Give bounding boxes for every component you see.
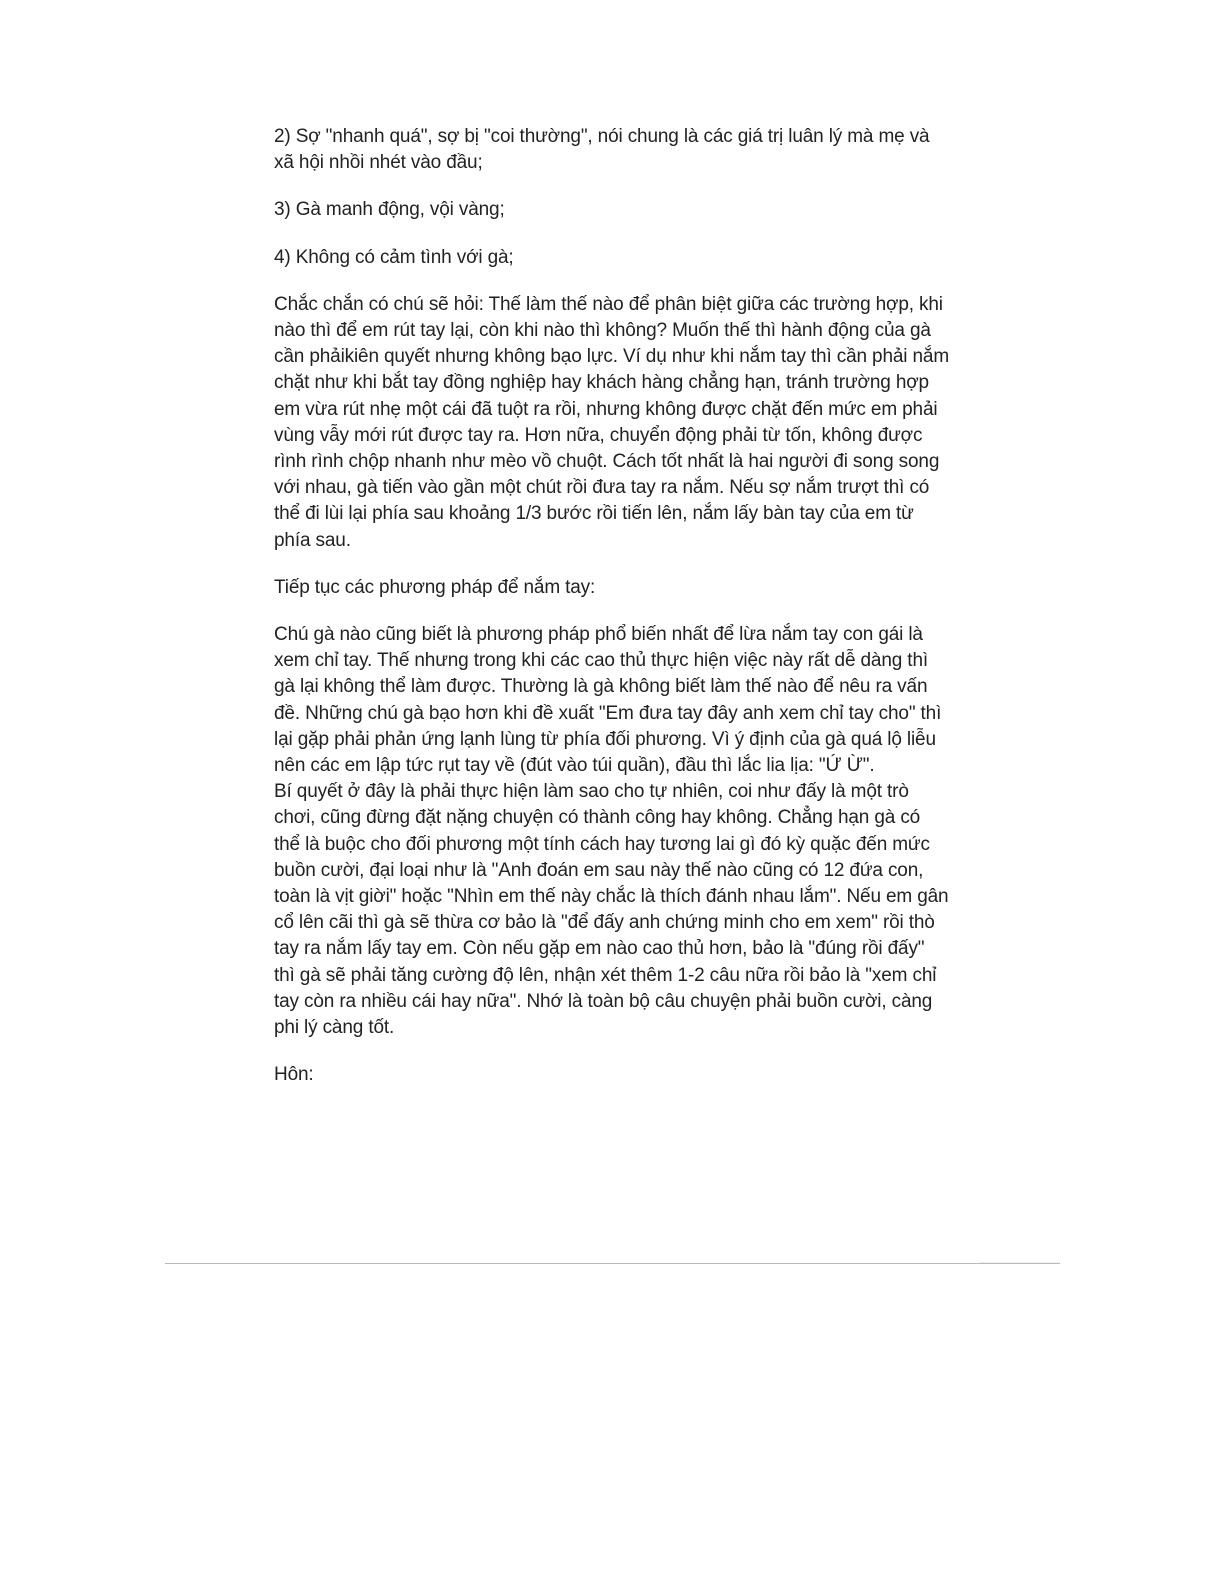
paragraph-fear-list-item-3: 3) Gà manh động, vội vàng;: [274, 199, 505, 221]
page-separator-tail: [980, 1262, 1060, 1263]
section-heading-kiss: Hôn:: [274, 1064, 314, 1086]
paragraph-secret-tip: Bí quyết ở đây là phải thực hiện làm sao cho tự nhiên, coi như đấy là một trò chơi, cũng đừng đặt nặng chuyện có thành công hay không. Chẳng hạn gà có thể là buộc cho đối phương một tính cách hay tương lai gì đó kỳ quặc đến mức buồn cười, đại loại như là "Anh đoán em sau này thế nào cũng có 12 đứa con, toàn là vịt giời" hoặc "Nhìn em thế này chắc là thích đánh nhau lắm". Nếu em gân cổ lên cãi thì gà sẽ thừa cơ bảo là "để đấy anh chứng minh cho em xem" rồi thò tay ra nắm lấy tay em. Còn nếu gặp em nào cao thủ hơn, bảo là "đúng rồi đấy" thì gà sẽ phải tăng cường độ lên, nhận xét thêm 1-2 câu nữa rồi bảo là "xem chỉ tay còn ra nhiều cái hay nữa". Nhớ là toàn bộ câu chuyện phải buồn cười, càng phi lý càng tốt.: [274, 781, 949, 1039]
paragraph-fear-list-item-4: 4) Không có cảm tình với gà;: [274, 246, 514, 268]
document-body: [274, 124, 950, 1089]
paragraph-how-to-distinguish: Chắc chắn có chú sẽ hỏi: Thế làm thế nào để phân biệt giữa các trường hợp, khi nào thì để em rút tay lại, còn khi nào thì không? Muốn thế thì hành động của gà cần phảikiên quyết nhưng không bạo lực. Ví dụ như khi nắm tay thì cần phải nắm chặt như khi bắt tay đồng nghiệp hay khách hàng chẳng hạn, tránh trường hợp em vừa rút nhẹ một cái đã tuột ra rồi, nhưng không được chặt đến mức em phải vùng vẫy mới rút được tay ra. Hơn nữa, chuyển động phải từ tốn, không được rình rình chộp nhanh như mèo vồ chuột. Cách tốt nhất là hai người đi song song với nhau, gà tiến vào gần một chút rồi đưa tay ra nắm. Nếu sợ nắm trượt thì có thể đi lùi lại phía sau khoảng 1/3 bước rồi tiến lên, nắm lấy bàn tay của em từ phía sau.: [274, 293, 950, 551]
page-separator-line: [165, 1263, 1060, 1264]
paragraph-fear-list-item-2: 2) Sợ "nhanh quá", sợ bị "coi thường", nói chung là các giá trị luân lý mà mẹ và xã hội nhồi nhét vào đầu;: [274, 126, 930, 174]
paragraph-methods-heading: Tiếp tục các phương pháp để nắm tay:: [274, 576, 596, 598]
paragraph-palm-reading: Chú gà nào cũng biết là phương pháp phổ biến nhất để lừa nắm tay con gái là xem chỉ tay. Thế nhưng trong khi các cao thủ thực hiện việc này rất dễ dàng thì gà lại không thể làm được. Thường là gà không biết làm thế nào để nêu ra vấn đề. Những chú gà bạo hơn khi đề xuất "Em đưa tay đây anh xem chỉ tay cho" thì lại gặp phải phản ứng lạnh lùng từ phía đối phương. Vì ý định của gà quá lộ liễu nên các em lập tức rụt tay về (đút vào túi quần), đầu thì lắc lia lịa: "Ứ Ừ".: [274, 624, 942, 777]
